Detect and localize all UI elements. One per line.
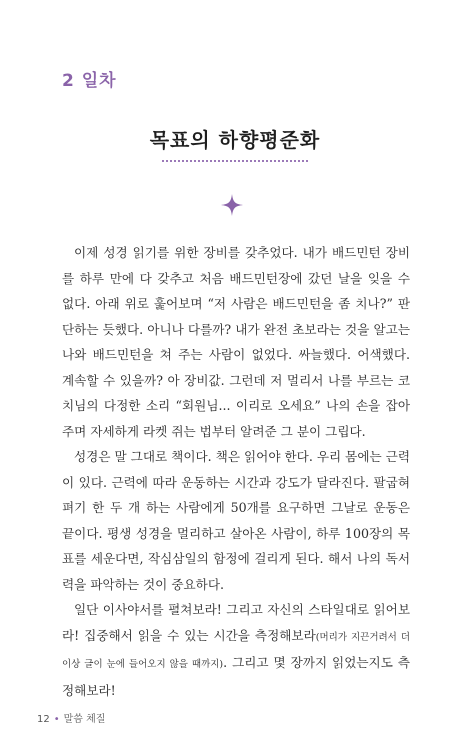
paragraph-3-text-a: 일단 이사야서를 펼쳐보라! 그리고 자신의 스타일대로 읽어보라! 집중해서 읽을 수 있는 시간을 측정해보라 bbox=[62, 602, 410, 643]
footer-bullet: • bbox=[53, 714, 60, 725]
chapter-title: 목표의 하향평준화 bbox=[149, 128, 321, 152]
chapter-day-label: 2 일차 bbox=[62, 71, 117, 91]
page-footer bbox=[37, 710, 105, 725]
book-title: 말씀 체질 bbox=[63, 714, 106, 725]
paragraph-3 bbox=[62, 597, 410, 703]
body-text bbox=[62, 240, 410, 703]
paragraph-2: 성경은 말 그대로 책이다. 책은 읽어야 한다. 우리 몸에는 근력이 있다. 근력에 따라 운동하는 시간과 강도가 달라진다. 팔굽혀 펴기 한 두 개 하는 사람에게 50개를 요구하면 그날로 운동은 끝이다. 평생 성경을 멀리하고 살아온 사람이, 하루 100장의 목표를 세운다면, 작심삼일의 함정에 걸리게 된다. 해서 나의 독서력을 파악하는 것이 중요하다. bbox=[62, 449, 411, 592]
sparkle-icon bbox=[221, 194, 243, 216]
paragraph-3-note: (머리가 지끈거려서 더 이상 글이 눈에 들어오지 않을 때까지) bbox=[62, 631, 411, 670]
paragraph-1: 이제 성경 읽기를 위한 장비를 갖추었다. 내가 배드민턴 장비를 하루 만에 다 갖추고 처음 배드민턴장에 갔던 날을 잊을 수 없다. 아래 위로 훑어보며 “저 사람은 배드민턴을 좀 치나?” 판단하는 듯했다. 아니나 다를까? 내가 완전 초보라는 것을 알고는 나와 배드민턴을 쳐 주는 사람이 없었다. 싸늘했다. 어색했다. 계속할 수 있을까? 아 장비값. 그런데 저 멀리서 나를 부르는 코치님의 다정한 소리 “회원님... 이리로 오세요” 나의 손을 잡아주며 자세하게 라켓 쥐는 법부터 알려준 그 분이 그립다. bbox=[62, 245, 410, 439]
page-number: 12 bbox=[37, 714, 50, 725]
paragraph-3-text-b: . 그리고 몇 장까지 읽었는지도 측정해보라! bbox=[62, 655, 410, 698]
title-dotted-divider bbox=[162, 160, 308, 162]
